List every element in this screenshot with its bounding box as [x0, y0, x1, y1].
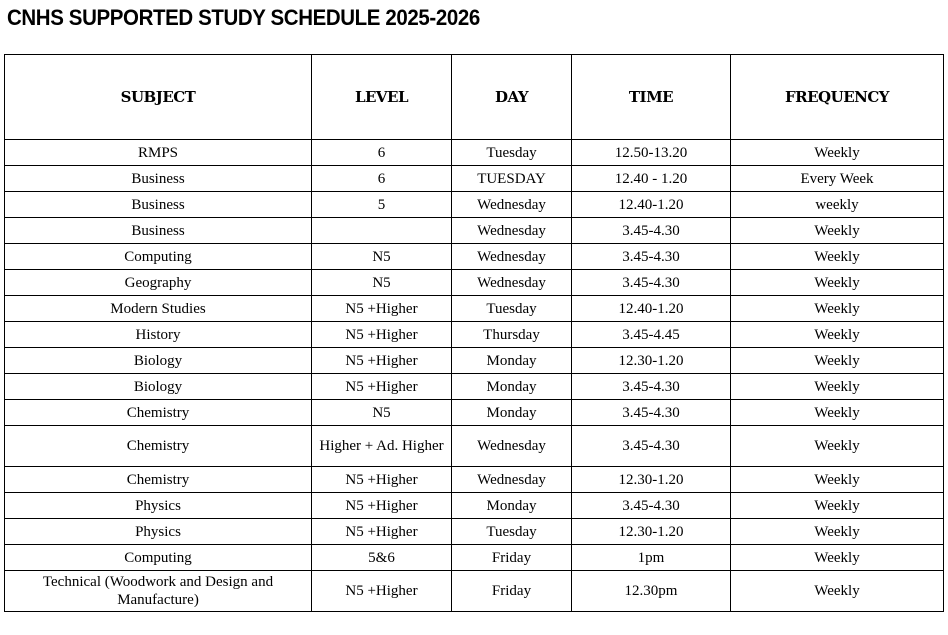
day-cell: Monday	[452, 400, 572, 426]
table-row	[5, 571, 944, 612]
day-cell: Tuesday	[452, 140, 572, 166]
level-cell: N5 +Higher	[312, 571, 452, 612]
time-cell: 3.45-4.30	[572, 374, 731, 400]
day-cell: Wednesday	[452, 244, 572, 270]
level-cell: 6	[312, 166, 452, 192]
level-cell: 5&6	[312, 545, 452, 571]
frequency-cell: Weekly	[731, 218, 944, 244]
column-header-level: LEVEL	[312, 55, 452, 140]
time-cell: 3.45-4.30	[572, 426, 731, 467]
day-cell: Tuesday	[452, 296, 572, 322]
table-row	[5, 493, 944, 519]
level-cell: N5	[312, 400, 452, 426]
subject-cell: Business	[5, 218, 312, 244]
table-row	[5, 348, 944, 374]
time-cell: 3.45-4.30	[572, 400, 731, 426]
table-row	[5, 374, 944, 400]
frequency-cell: Weekly	[731, 140, 944, 166]
day-cell: Wednesday	[452, 192, 572, 218]
level-cell	[312, 218, 452, 244]
time-cell: 3.45-4.30	[572, 244, 731, 270]
time-cell: 12.40 - 1.20	[572, 166, 731, 192]
day-cell: Monday	[452, 493, 572, 519]
table-row	[5, 192, 944, 218]
day-cell: Wednesday	[452, 467, 572, 493]
study-schedule-table	[4, 54, 944, 612]
frequency-cell: Weekly	[731, 519, 944, 545]
level-cell: N5	[312, 270, 452, 296]
table-row	[5, 467, 944, 493]
frequency-cell: Every Week	[731, 166, 944, 192]
table-row	[5, 166, 944, 192]
table-row	[5, 296, 944, 322]
frequency-cell: Weekly	[731, 296, 944, 322]
day-cell: TUESDAY	[452, 166, 572, 192]
level-cell: 6	[312, 140, 452, 166]
column-header-frequency: FREQUENCY	[731, 55, 944, 140]
table-row	[5, 322, 944, 348]
day-cell: Monday	[452, 374, 572, 400]
level-cell: N5	[312, 244, 452, 270]
level-cell: N5 +Higher	[312, 374, 452, 400]
frequency-cell: Weekly	[731, 374, 944, 400]
subject-cell: Computing	[5, 545, 312, 571]
subject-cell: Physics	[5, 493, 312, 519]
column-header-subject: SUBJECT	[5, 55, 312, 140]
day-cell: Friday	[452, 571, 572, 612]
header-row	[5, 55, 944, 140]
level-cell: 5	[312, 192, 452, 218]
day-cell: Thursday	[452, 322, 572, 348]
subject-cell: Business	[5, 166, 312, 192]
time-cell: 12.50-13.20	[572, 140, 731, 166]
subject-cell: Geography	[5, 270, 312, 296]
subject-cell: RMPS	[5, 140, 312, 166]
column-header-time: TIME	[572, 55, 731, 140]
day-cell: Monday	[452, 348, 572, 374]
day-cell: Wednesday	[452, 270, 572, 296]
frequency-cell: Weekly	[731, 322, 944, 348]
subject-cell: Modern Studies	[5, 296, 312, 322]
table-row	[5, 218, 944, 244]
frequency-cell: Weekly	[731, 545, 944, 571]
time-cell: 3.45-4.30	[572, 218, 731, 244]
level-cell: N5 +Higher	[312, 322, 452, 348]
level-cell: N5 +Higher	[312, 519, 452, 545]
time-cell: 12.30-1.20	[572, 348, 731, 374]
frequency-cell: Weekly	[731, 348, 944, 374]
level-cell: Higher + Ad. Higher	[312, 426, 452, 467]
table-row	[5, 545, 944, 571]
subject-cell: Biology	[5, 374, 312, 400]
subject-cell: Chemistry	[5, 400, 312, 426]
table-body	[5, 140, 944, 612]
time-cell: 12.30-1.20	[572, 467, 731, 493]
column-header-day: DAY	[452, 55, 572, 140]
level-cell: N5 +Higher	[312, 493, 452, 519]
time-cell: 12.40-1.20	[572, 296, 731, 322]
table-row	[5, 270, 944, 296]
time-cell: 3.45-4.45	[572, 322, 731, 348]
frequency-cell: Weekly	[731, 467, 944, 493]
frequency-cell: Weekly	[731, 493, 944, 519]
frequency-cell: weekly	[731, 192, 944, 218]
day-cell: Friday	[452, 545, 572, 571]
frequency-cell: Weekly	[731, 400, 944, 426]
table-row	[5, 400, 944, 426]
time-cell: 3.45-4.30	[572, 493, 731, 519]
subject-cell: History	[5, 322, 312, 348]
day-cell: Tuesday	[452, 519, 572, 545]
day-cell: Wednesday	[452, 426, 572, 467]
time-cell: 1pm	[572, 545, 731, 571]
subject-cell: Business	[5, 192, 312, 218]
time-cell: 12.40-1.20	[572, 192, 731, 218]
time-cell: 12.30pm	[572, 571, 731, 612]
table-row	[5, 519, 944, 545]
document-title: CNHS SUPPORTED STUDY SCHEDULE 2025-2026	[7, 5, 480, 30]
frequency-cell: Weekly	[731, 270, 944, 296]
frequency-cell: Weekly	[731, 426, 944, 467]
subject-cell: Technical (Woodwork and Design and Manufacture)	[5, 571, 312, 612]
table-row	[5, 244, 944, 270]
level-cell: N5 +Higher	[312, 348, 452, 374]
level-cell: N5 +Higher	[312, 296, 452, 322]
table-row	[5, 426, 944, 467]
subject-cell: Computing	[5, 244, 312, 270]
time-cell: 3.45-4.30	[572, 270, 731, 296]
frequency-cell: Weekly	[731, 571, 944, 612]
level-cell: N5 +Higher	[312, 467, 452, 493]
table-row	[5, 140, 944, 166]
day-cell: Wednesday	[452, 218, 572, 244]
subject-cell: Chemistry	[5, 467, 312, 493]
frequency-cell: Weekly	[731, 244, 944, 270]
subject-cell: Chemistry	[5, 426, 312, 467]
subject-cell: Physics	[5, 519, 312, 545]
subject-cell: Biology	[5, 348, 312, 374]
time-cell: 12.30-1.20	[572, 519, 731, 545]
